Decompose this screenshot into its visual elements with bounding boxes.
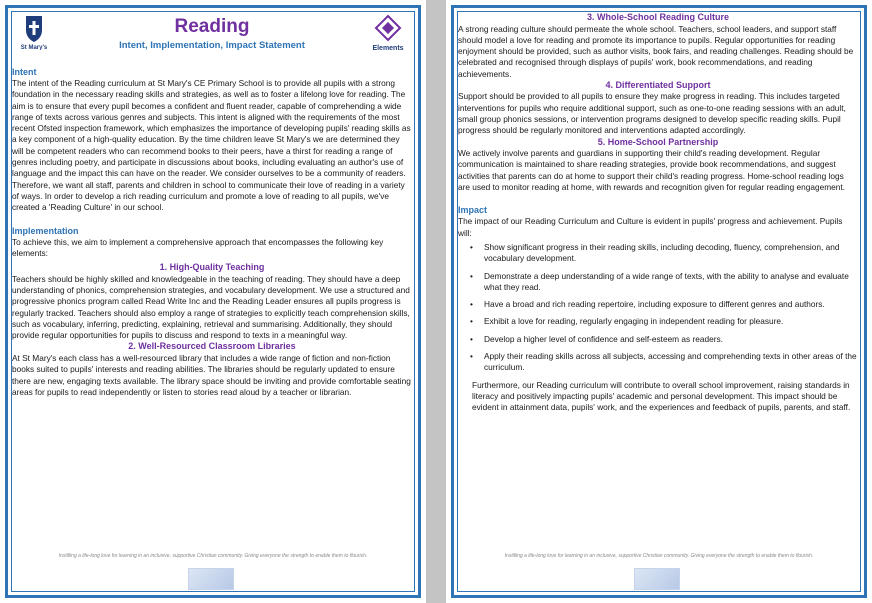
list-item: • Demonstrate a deep understanding of a wide range of texts, with the ability to analyse and evaluate what they read. — [470, 270, 849, 292]
footer-badge — [634, 568, 680, 590]
implementation-item-body: Teachers should be highly skilled and knowledgeable in the teaching of reading. They should have a deep understanding of phonics, comprehension strategies, and vocabulary development. We use a structured and progressive phonics program called Read Write Inc and the Reading Leader ensures all pupils progress is regularly tracked. Teachers should also employ a range of strategies to explicitly teach comprehension skills, such as vocabulary, inferring, predicting, explaining, retrieval and summarising. Additionally, they should provide regular opportunities for pupils to discuss and respond to texts in a meaningful way. — [12, 273, 410, 341]
list-item: • Show significant progress in their reading skills, including decoding, fluency, comprehension, and vocabulary development. — [470, 241, 840, 264]
logo-right-text: Elements — [372, 45, 404, 52]
list-item: • Develop a higher level of confidence and self-esteem as readers. — [470, 333, 723, 344]
impact-heading: Impact — [458, 205, 488, 216]
implementation-item-body: Support should be provided to all pupils to ensure they make progress in reading. This includes targeted interventions for pupils who require additional support, such as one-to-one reading sessions with an adult, small group phonics sessions, or intervention programs designed to develop specific reading skills. Pupil progress should be regularly monitored and interventions adapted accordingly. — [458, 91, 846, 136]
implementation-item-title: 1. High-Quality Teaching — [159, 262, 265, 273]
bullet-icon: • — [470, 351, 473, 362]
implementation-item-title: 2. Well-Resourced Classroom Libraries — [128, 341, 296, 352]
implementation-item-body: A strong reading culture should permeate the whole school. Teachers, school leaders, and support staff should model a love for reading and promote its importance to pupils. Regular opportunities for reading enjoyment should be provided, such as author visits, book fairs, and reading challenges. Reading should be celebrated and recognised through displays of pupils' work, book recommendations, and reading achievements. — [458, 23, 854, 79]
logo-left-text: St Mary's — [20, 45, 48, 50]
implementation-item-title: 3. Whole-School Reading Culture — [586, 12, 729, 22]
list-item: • Have a broad and rich reading repertoire, including exposure to different genres and authors. — [470, 299, 825, 310]
page-gutter — [426, 0, 446, 603]
footer-motto: Instilling a life-long love for learning in an inclusive, supportive Christian community. Giving everyone the strength to enable them to flourish. — [58, 553, 368, 559]
document-page-2 — [446, 0, 872, 603]
list-item: • Apply their reading skills across all subjects, accessing and comprehending texts in other areas of the curriculum. — [470, 351, 857, 373]
bullet-icon: • — [470, 333, 473, 344]
footer-motto: Instilling a life-long love for learning in an inclusive, supportive Christian community. Giving everyone the strength to enable them to flourish. — [504, 553, 814, 559]
page-subtitle: Intent, Implementation, Impact Statement — [119, 40, 305, 51]
bullet-icon: • — [470, 299, 473, 310]
footer-badge — [188, 568, 234, 590]
impact-intro: The impact of our Reading Curriculum and Culture is evident in pupils' progress and achievement. Pupils will: — [458, 216, 843, 238]
intent-heading: Intent — [12, 67, 37, 77]
intent-body: The intent of the Reading curriculum at St Mary's CE Primary School is to provide all pupils with a strong foundation in the necessary reading skills and strategies, as well as to foster a lifelong love for reading. The aim is to ensure that every pupil becomes a confident and fluent reader, capable of comprehending a wide range of texts across various genres and subjects. This intent is aligned with the requirements of the most recent Ofsted inspection framework, which emphasizes the importance of developing pupils' reading skills as a key component of a high-quality education. By the time children leave St Mary's we are determined they will be competent readers who can recommend books to their peers, have a thirst for reading a range of genres including poetry, and participate in discussions about books, including evaluating an author's use of language and the impact this can have on the reader. We consider ourselves to be a community of readers. Therefore, we want all staff, parents and children in school to communicate their love of reading in a variety of ways. In order to develop a rich reading curriculum and promote a love of reading to all pupils, we've created a 'Reading Culture' in our school. — [12, 78, 411, 213]
list-item: • Exhibit a love for reading, regularly engaging in independent reading for pleasure. — [470, 316, 784, 327]
impact-list — [458, 242, 858, 374]
document-page-1 — [0, 0, 426, 603]
bullet-icon: • — [470, 270, 473, 281]
implementation-item-title: 5. Home-School Partnership — [597, 136, 719, 147]
bullet-icon: • — [470, 316, 473, 327]
implementation-intro: To achieve this, we aim to implement a comprehensive approach that encompasses the following key elements: — [12, 236, 384, 258]
page-title: Reading — [174, 16, 250, 37]
bullet-icon: • — [470, 241, 473, 252]
implementation-heading: Implementation — [12, 225, 79, 236]
impact-closing: Furthermore, our Reading curriculum will contribute to overall school improvement, raising standards in literacy and positively impacting pupils' academic and personal development. This impact should be evident in attainment data, pupils' work, and the experiences and feedback of pupils, parents, and staff. — [472, 379, 851, 413]
implementation-item-title: 4. Differentiated Support — [605, 79, 711, 90]
implementation-item-body: At St Mary's each class has a well-resourced library that includes a wide range of fiction and non-fiction books suited to pupils' interests and reading abilities. The libraries should be regularly updated to ensure there are new, engaging texts available. The library space should be inviting and provide comfortable seating areas for pupils to read independently or listen to stories read aloud by a teacher or librarian. — [12, 352, 411, 397]
implementation-item-body: We actively involve parents and guardians in supporting their child's reading development. Regular communication is maintained to share reading strategies, provide book recommendations, and suggest activities that parents can do at home to support their child's reading progress. Home-school reading logs are used to monitor reading at home, with rewards and recognition given for regular reading engagement. — [458, 148, 845, 193]
